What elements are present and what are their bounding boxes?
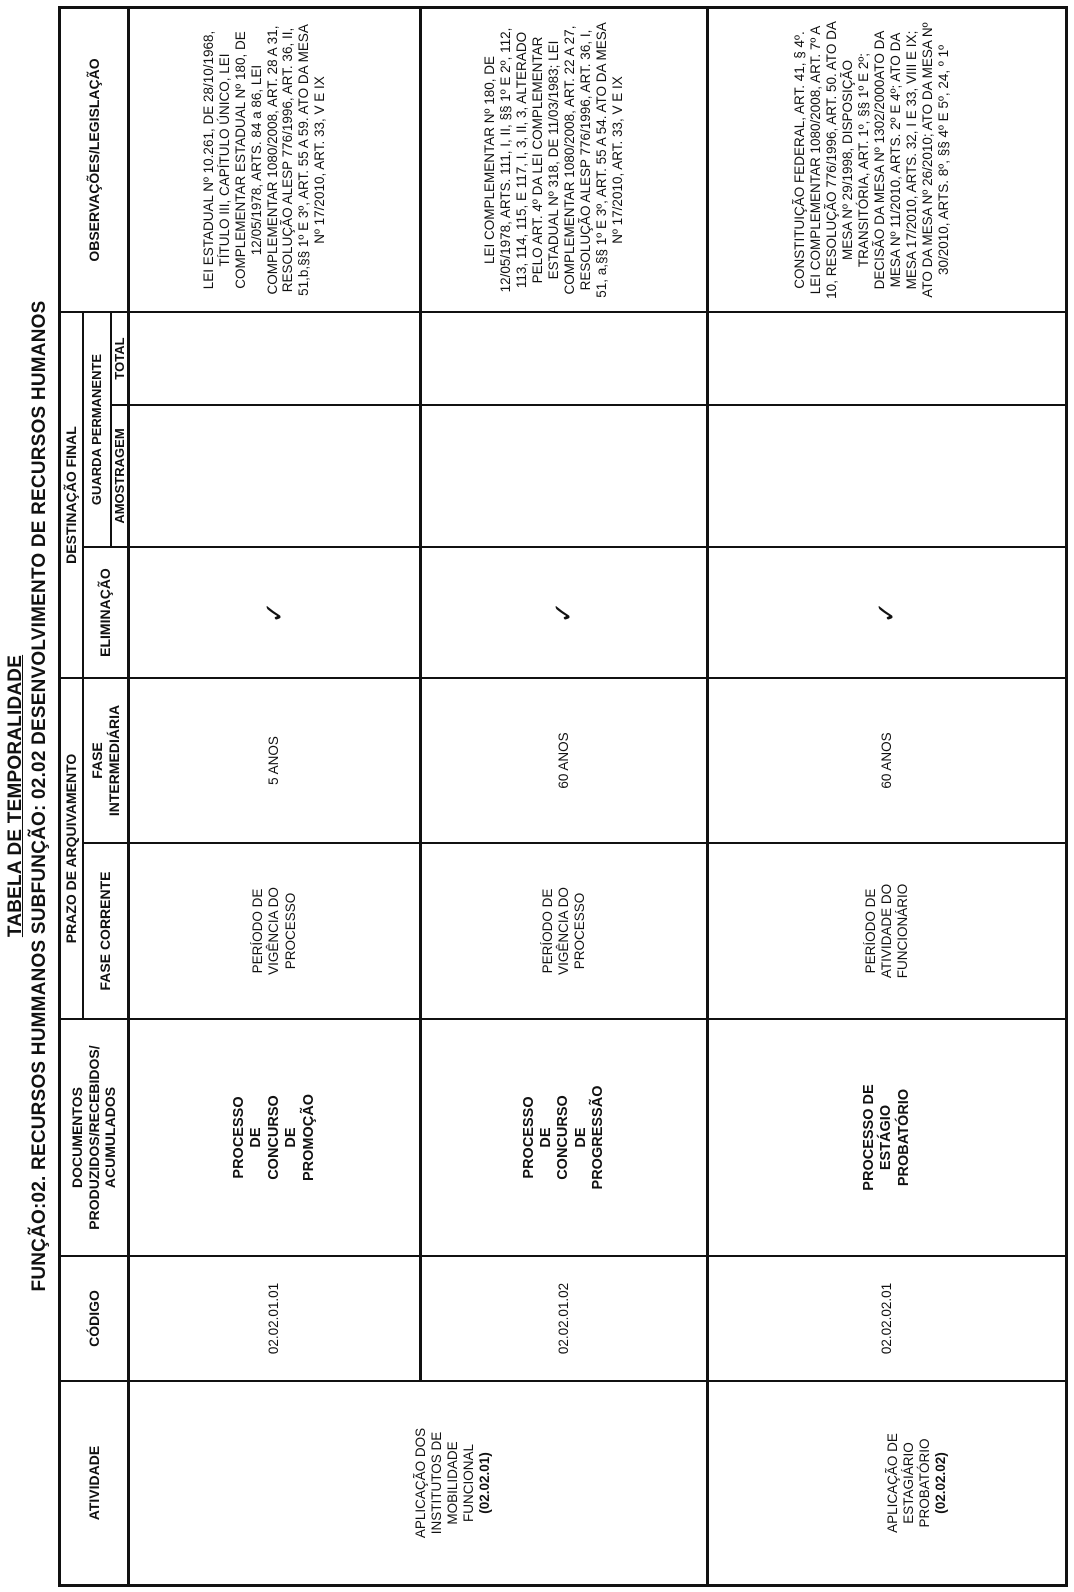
row3-fase-intermediaria: 60 ANOS	[878, 732, 894, 789]
page-title: TABELA DE TEMPORALIDADE	[5, 654, 26, 938]
col-divider-8	[58, 311, 1068, 313]
row1-eliminacao-check-icon: ✓	[258, 601, 289, 624]
page-subtitle: FUNÇÃO:02. RECURSOS HUMMANOS SUBFUNÇÃO: 02.02 DESENVOLVIMENTO DE RECURSOS HUMANOS	[29, 300, 50, 1292]
row3-fase-corrente: PERÍODO DE ATIVIDADE DO FUNCIONÁRIO	[862, 883, 911, 979]
col-divider-7	[110, 404, 1068, 406]
row2-fase-intermediaria: 60 ANOS	[555, 732, 571, 789]
col-header-observacoes: OBSERVAÇÕES/LEGISLAÇÃO	[85, 58, 102, 262]
activity-label: APLICAÇÃO DE ESTAGIÁRIO PROBATÓRIO	[884, 1433, 932, 1533]
row2-fase-corrente: PERÍODO DE VIGÊNCIA DO PROCESSO	[539, 887, 588, 975]
activity-code: (02.02.01)	[477, 1452, 493, 1514]
col-header-codigo: CÓDIGO	[85, 1290, 102, 1347]
col-header-eliminacao: ELIMINAÇÃO	[97, 568, 114, 657]
row2-documento: PROCESSO DE CONCURSO DE PROGRESSÃO	[520, 1085, 607, 1190]
row3-eliminacao-check-icon: ✓	[871, 601, 902, 624]
row3-documento: PROCESSO DE ESTÁGIO PROBATÓRIO	[860, 1084, 912, 1191]
row1-fase-intermediaria: 5 ANOS	[266, 736, 282, 785]
row3-codigo: 02.02.02.01	[878, 1282, 894, 1355]
row1-observacoes: LEI ESTADUAL Nº 10.261, DE 28/10/1968, TÍTULO III, CAPÍTULO ÚNICO, LEI COMPLEMENTAR ESTADUAL Nº 180, DE 12/05/1978, ARTS. 84 a 86, LEI COMPLEMENTAR 1080/2008, ART. 28 A 31, RESOLUÇÃO ALESP 776/1996, ART. 36, II, 51,b,§§ 1º E 3º, ART. 55 A 59. ATO DA MESA Nº 17/2010, ART. 33, V E IX	[200, 24, 328, 296]
activity-cell-2	[709, 1382, 1065, 1584]
row2-observacoes: LEI COMPLEMENTAR Nº 180, DE 12/05/1978, ARTS. 111, I, II, §§ 1º E 2º, 112, 113, 114, 115, E 117, I, 3, II, 3, ALTERADO PELO ART. 4º DA LEI COMPLEMENTAR ESTADUAL Nº 318, DE 11/03/1983; LEI COMPLEMENTAR 1080/2008, ART. 22 A 27, RESOLUÇÃO ALESP 776/1996, ART. 36, I, 51, a,§§ 1º E 3º, ART. 55 A 54. ATO DA MESA Nº 17/2010, ART. 33, V E IX	[482, 22, 625, 298]
col-header-guarda: GUARDA PERMANENTE	[89, 353, 105, 506]
col-header-documentos: DOCUMENTOS PRODUZIDOS/RECEBIDOS/ ACUMULADOS	[68, 1045, 119, 1230]
col-header-fase-corrente: FASE CORRENTE	[97, 871, 114, 991]
row3-observacoes: CONSTITUIÇÃO FEDERAL, ART. 41, § 4º. LEI COMPLEMENTAR 1080/2008, ART. 7º A 10, RESOLUÇÃO 776/1996, ART. 50. ATO DA MESA Nº 29/1998, DISPOSIÇÃO TRANSITÓRIA, ART. 1º, §§ 1º E 2º; DECISÃO DA MESA Nº 1302/2000ATO DA MESA Nº 11/2010, ARTS. 2º E 4º; ATO DA MESA 17/2010, ARTS. 32, I E 33, VIII E IX; ATO DA MESA Nº 26/2010; ATO DA MESA Nº 30/2010, ARTS. 8º, §§ 4º E 5º, 24, º 1º	[792, 21, 951, 299]
activity-code: (02.02.02)	[933, 1452, 949, 1514]
row1-documento: PROCESSO DE CONCURSO DE PROMOÇÃO	[231, 1094, 317, 1181]
activity-label: APLICAÇÃO DOS INSTITUTOS DE MOBILIDADE FUNCIONAL	[412, 1427, 477, 1539]
col-header-atividade: ATIVIDADE	[85, 1445, 102, 1521]
table-border-bottom	[1065, 6, 1068, 1587]
row2-codigo: 02.02.01.02	[555, 1282, 571, 1355]
table-border-left	[58, 1584, 1068, 1587]
col-header-total: TOTAL	[111, 337, 127, 380]
col-header-fase-intermediaria: FASE INTERMEDIÁRIA	[88, 704, 122, 817]
row1-fase-corrente: PERÍODO DE VIGÊNCIA DO PROCESSO	[250, 887, 298, 975]
col-header-destinacao: DESTINAÇÃO FINAL	[63, 426, 80, 564]
col-header-amostragem: AMOSTRAGEM	[111, 428, 127, 524]
activity-cell-1	[130, 1382, 706, 1584]
row1-codigo: 02.02.01.01	[266, 1282, 282, 1355]
temporality-table	[58, 6, 1068, 1587]
row2-eliminacao-check-icon: ✓	[548, 601, 579, 624]
col-header-prazo: PRAZO DE ARQUIVAMENTO	[63, 753, 80, 944]
